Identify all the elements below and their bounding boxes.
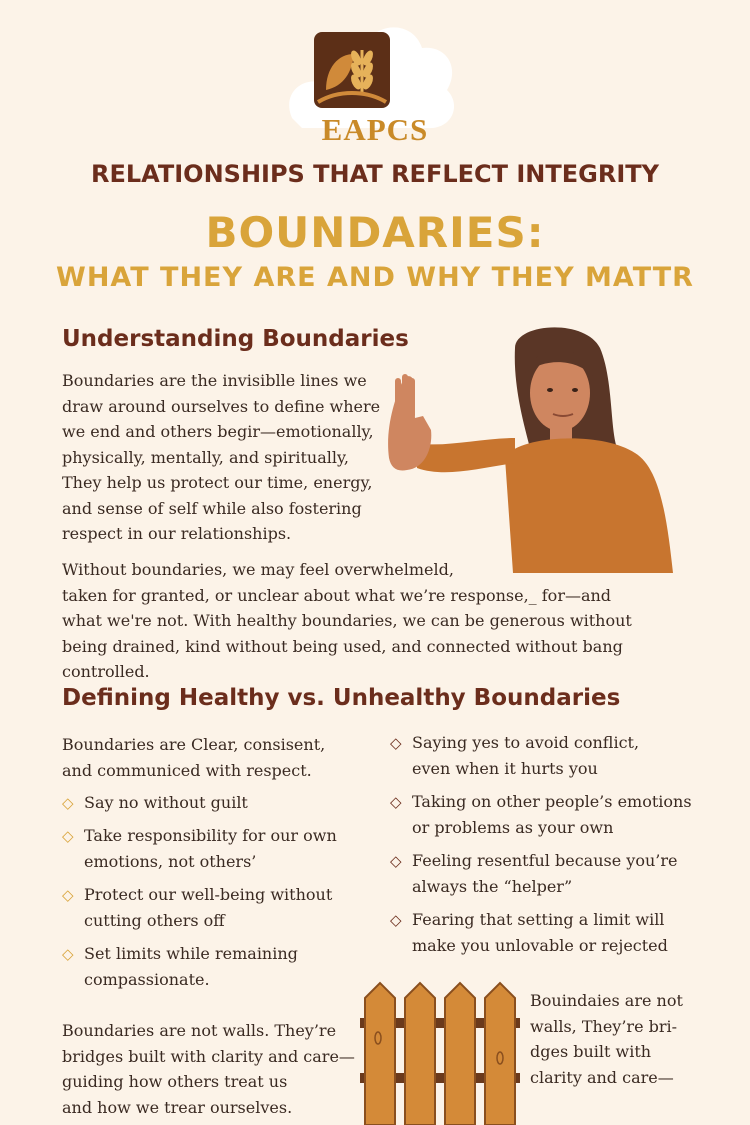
text-line: Bouindaies are not: [530, 991, 683, 1010]
text-line: physically, mentally, and spiritually,: [62, 447, 349, 467]
diamond-bullet-icon: ◇: [62, 945, 74, 963]
text-line: clarity and care—: [530, 1067, 674, 1087]
diamond-bullet-icon: ◇: [390, 852, 402, 870]
fence-quote: [530, 988, 705, 1090]
list-item: ◇ Feeling resentful because you’re always the “helper”: [390, 848, 710, 900]
diamond-bullet-icon: ◇: [62, 886, 74, 904]
text-line: taken for granted, or unclear about what we’re response,_ for—and: [62, 585, 612, 605]
text-line: what we're not. With healthy boundaries, we can be generous without: [62, 611, 632, 630]
list-item: ◇ Set limits while remaining compassionate.: [62, 941, 362, 993]
list-item: ◇ Protect our well-being without cutting others off: [62, 882, 362, 934]
intro-paragraph: [62, 368, 387, 547]
woman-raising-hand-illustration: [385, 318, 685, 578]
healthy-boundaries-list: [62, 790, 362, 1000]
list-item: ◇ Taking on other people’s emotions or problems as your own: [390, 789, 710, 841]
page-title: BOUNDARIES:: [205, 208, 545, 257]
page-subtitle: WHAT THEY ARE AND WHY THEY MATTR: [56, 262, 694, 293]
text-line: Boundaries are Clear, consisent,: [62, 735, 326, 754]
list-item: ◇ Say no without guilt: [62, 790, 362, 816]
text-line: They help us protect our time, energy,: [62, 473, 373, 492]
text-line: we end and others begir—emotionally,: [62, 422, 374, 441]
text-line: Boundaries are the invisiblle lines we: [62, 371, 367, 390]
text-line: dges built with: [530, 1042, 652, 1061]
text-line: Without boundaries, we may feel overwhelmeld,: [62, 560, 454, 579]
diamond-bullet-icon: ◇: [390, 911, 402, 929]
diamond-bullet-icon: ◇: [62, 794, 74, 812]
diamond-bullet-icon: ◇: [390, 793, 402, 811]
text-line: draw around ourselves to define where: [62, 396, 381, 416]
text-line: being drained, kind without being used, and connected without bang controlled.: [62, 636, 623, 681]
healthy-intro: [62, 732, 362, 783]
text-line: guiding how others treat us: [62, 1072, 288, 1091]
list-item: ◇ Take responsibility for our own emotions, not others’: [62, 823, 362, 875]
text-line: and how we trear ourselves.: [62, 1097, 293, 1117]
list-item: ◇ Saying yes to avoid conflict, even when it hurts you: [390, 730, 710, 782]
without-boundaries-paragraph: [62, 557, 702, 685]
text-line: respect in our relationships.: [62, 524, 292, 543]
wooden-fence-illustration: [360, 978, 520, 1125]
section-heading-understanding: Understanding Boundaries: [62, 326, 409, 352]
text-line: Boundaries are not walls. They’re: [62, 1021, 337, 1040]
supertitle: RELATIONSHIPS THAT REFLECT INTEGRITY: [90, 160, 660, 188]
section-heading-defining: Defining Healthy vs. Unhealthy Boundaries: [62, 685, 621, 711]
text-line: bridges built with clarity and care—: [62, 1046, 355, 1066]
text-line: and communiced with respect.: [62, 760, 312, 780]
unhealthy-boundaries-list: [390, 730, 710, 966]
brand-name: EAPCS: [321, 112, 429, 147]
diamond-bullet-icon: ◇: [62, 827, 74, 845]
closing-paragraph: [62, 1018, 362, 1120]
diamond-bullet-icon: ◇: [390, 734, 402, 752]
list-item: ◇ Fearing that setting a limit will make you unlovable or rejected: [390, 907, 710, 959]
text-line: and sense of self while also fostering: [62, 498, 362, 518]
text-line: walls, They’re bri-: [530, 1016, 678, 1036]
logo-icon: [314, 32, 390, 108]
leaf-wheat-icon: [314, 32, 390, 108]
